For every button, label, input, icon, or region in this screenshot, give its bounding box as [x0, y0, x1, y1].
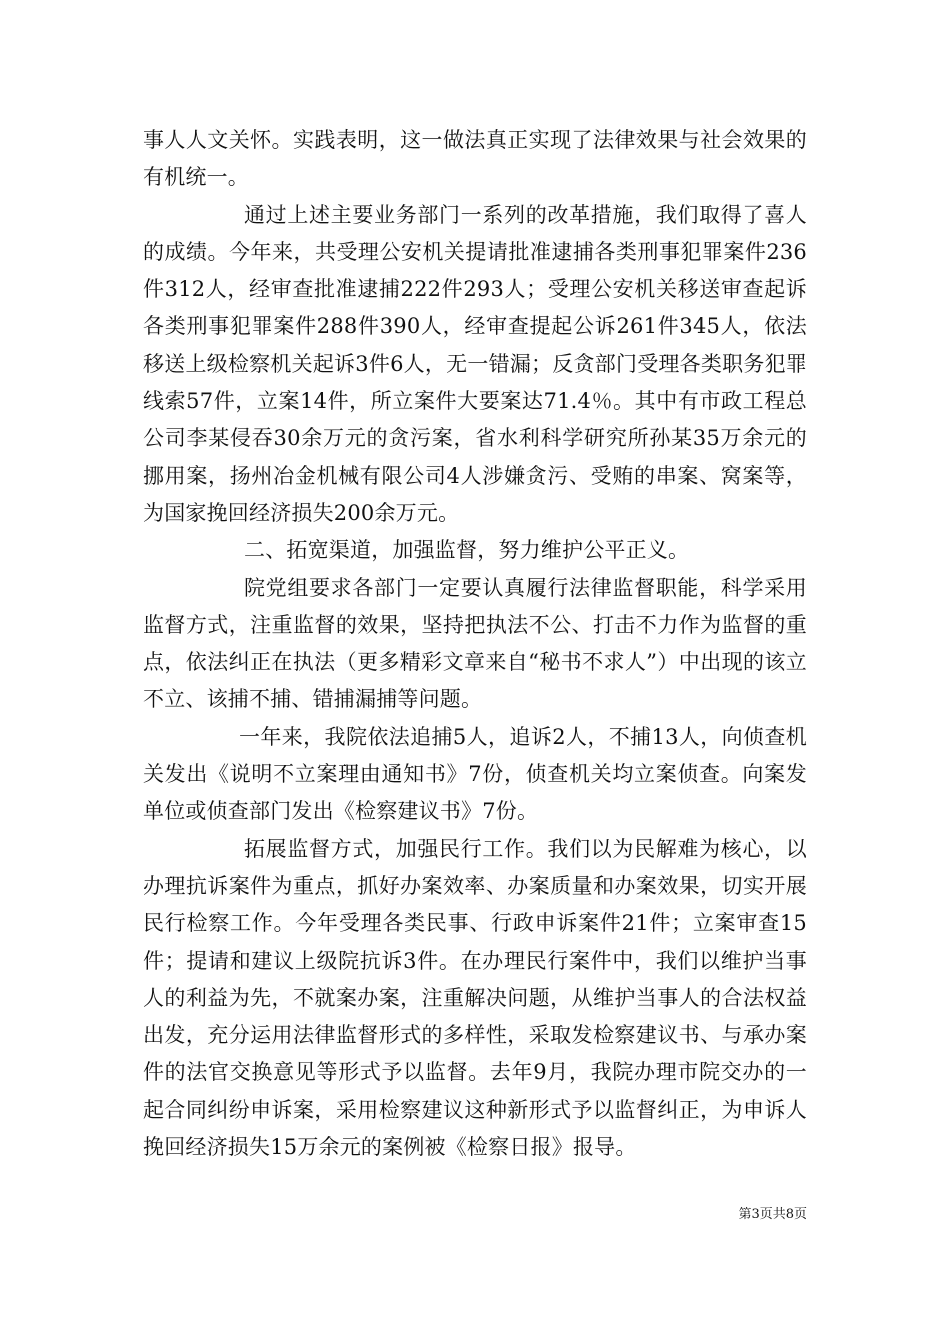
paragraph-4: 一年来，我院依法追捕5人，追诉2人，不捕13人，向侦查机关发出《说明不立案理由通知书》7份，侦查机关均立案侦查。向案发单位或侦查部门发出《检察建议书》7份。 [143, 724, 807, 824]
paragraph-1: 事人人文关怀。实践表明，这一做法真正实现了法律效果与社会效果的有机统一。 [143, 128, 807, 190]
page-number: 第3页共8页 [738, 1207, 807, 1222]
document-body [143, 122, 807, 1166]
paragraph-5: 拓展监督方式，加强民行工作。我们以为民解难为核心，以办理抗诉案件为重点，抓好办案效率、办案质量和办案效果，切实开展民行检察工作。今年受理各类民事、行政申诉案件21件；立案审查15件；提请和建议上级院抗诉3件。在办理民行案件中，我们以维护当事人的利益为先，不就案办案，注重解决问题，从维护当事人的合法权益出发，充分运用法律监督形式的多样性，采取发检察建议书、与承办案件的法官交换意见等形式予以监督。去年9月，我院办理市院交办的一起合同纠纷申诉案，采用检察建议这种新形式予以监督纠正，为申诉人挽回经济损失15万余元的案例被《检察日报》报导。 [143, 836, 807, 1160]
section-heading: 二、拓宽渠道，加强监督，努力维护公平正义。 [244, 538, 690, 563]
paragraph-3: 院党组要求各部门一定要认真履行法律监督职能，科学采用监督方式，注重监督的效果，坚持把执法不公、打击不力作为监督的重点，依法纠正在执法（更多精彩文章来自“秘书不求人”）中出现的该立不立、该捕不捕、错捕漏捕等问题。 [143, 575, 807, 712]
paragraph-2: 通过上述主要业务部门一系列的改革措施，我们取得了喜人的成绩。今年来，共受理公安机关提请批准逮捕各类刑事犯罪案件236件312人，经审查批准逮捕222件293人；受理公安机关移送审查起诉各类刑事犯罪案件288件390人，经审查提起公诉261件345人，依法移送上级检察机关起诉3件6人，无一错漏；反贪部门受理各类职务犯罪线索57件，立案14件，所立案件大要案达71.4％。其中有市政工程总公司李某侵吞30余万元的贪污案，省水利科学研究所孙某35万余元的挪用案，扬州冶金机械有限公司4人涉嫌贪污、受贿的串案、窝案等，为国家挽回经济损失200余万元。 [143, 202, 807, 525]
